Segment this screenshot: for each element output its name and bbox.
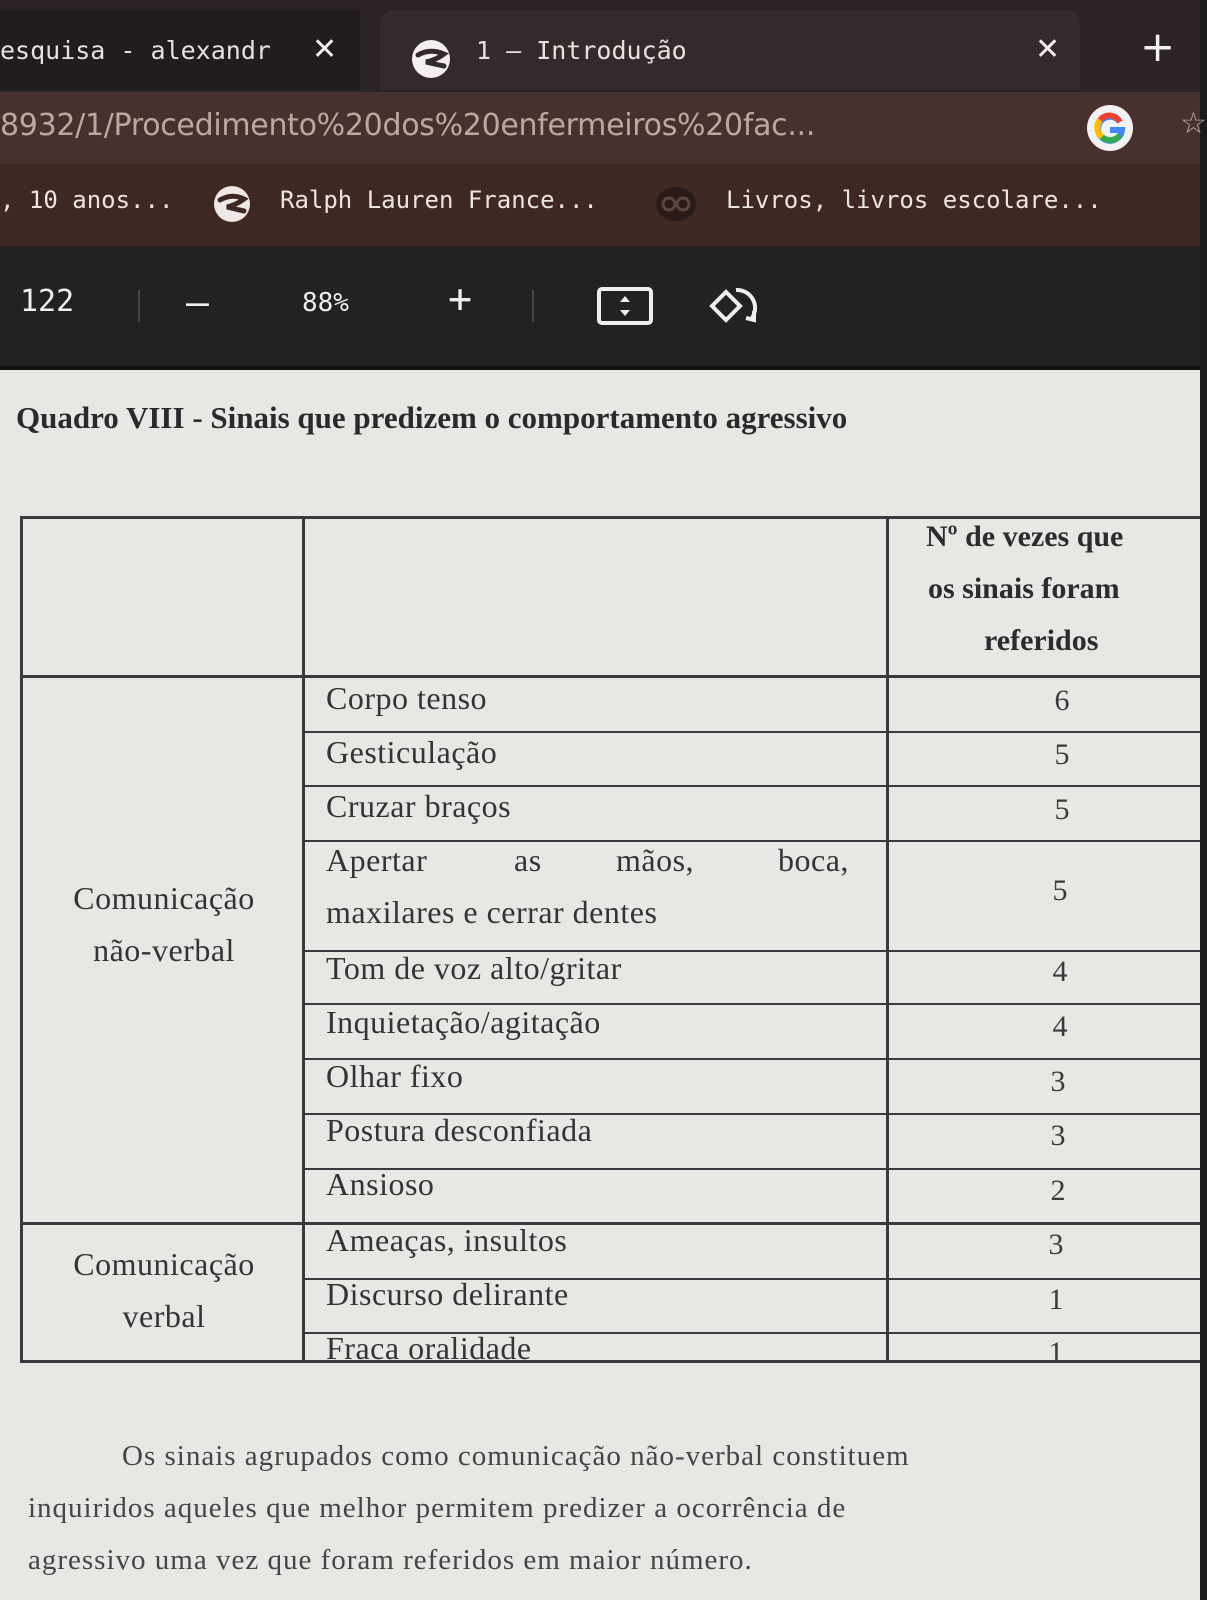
toolbar-divider — [532, 290, 534, 322]
bookmark-item[interactable]: Ralph Lauren France... — [280, 186, 598, 214]
table-cell-sign-word: boca, — [778, 842, 849, 878]
table-cell-sign: Cruzar braços — [326, 788, 512, 824]
close-icon[interactable]: ✕ — [312, 32, 338, 67]
column-header: os sinais foram — [928, 572, 1120, 605]
table-border — [20, 1222, 1200, 1225]
table-border — [302, 731, 1200, 733]
table-cell-count: 4 — [1052, 1010, 1068, 1043]
table-cell-count: 5 — [1054, 793, 1070, 826]
body-paragraph-line: inquiridos aqueles que melhor permitem predizer a ocorrência de — [28, 1492, 847, 1524]
pdf-toolbar — [0, 246, 1200, 370]
url-text[interactable]: 8932/1/Procedimento%20dos%20enfermeiros%20fac... — [0, 108, 816, 143]
table-border — [20, 516, 23, 1361]
tab-title: esquisa - alexandr — [0, 35, 271, 65]
table-cell-sign: Olhar fixo — [326, 1058, 464, 1094]
table-cell-count: 6 — [1054, 684, 1070, 717]
group-label-line: verbal — [122, 1298, 206, 1334]
google-icon[interactable] — [1086, 104, 1134, 157]
table-border — [20, 516, 1200, 519]
bookmark-star-icon[interactable]: ☆ — [1180, 106, 1207, 141]
group-label-line: Comunicação — [73, 880, 255, 916]
page-count: 122 — [20, 284, 75, 319]
table-cell-sign: Gesticulação — [326, 734, 498, 770]
bookmark-favicon-icon — [654, 184, 698, 229]
globe-icon — [212, 184, 252, 229]
table-cell-sign-word: as — [514, 842, 542, 878]
address-bar[interactable] — [0, 92, 1207, 164]
group-label-line: Comunicação — [73, 1246, 255, 1282]
bookmark-item[interactable]: Livros, livros escolare... — [726, 186, 1102, 214]
table-border — [20, 1360, 1200, 1363]
table-cell-sign: Fraca oralidade — [326, 1330, 532, 1366]
table-border — [886, 516, 889, 1361]
table-cell-count: 3 — [1050, 1065, 1066, 1098]
group-label-nonverbal — [24, 872, 304, 976]
tab-introducao[interactable] — [380, 10, 1080, 90]
close-icon[interactable]: ✕ — [1035, 32, 1061, 67]
table-border — [302, 785, 1200, 787]
rotate-icon[interactable] — [706, 282, 762, 335]
table-cell-count: 2 — [1050, 1174, 1066, 1207]
table-cell-count: 5 — [1052, 874, 1068, 907]
table-cell-sign: Tom de voz alto/gritar — [326, 950, 622, 986]
table-cell-sign: Inquietação/agitação — [326, 1004, 601, 1040]
table-border — [302, 840, 1200, 842]
bookmarks-bar — [0, 164, 1200, 246]
body-paragraph-line: Os sinais agrupados como comunicação não-verbal constituem — [122, 1440, 910, 1472]
group-label-line: não-verbal — [93, 932, 235, 968]
table-cell-sign-word: mãos, — [616, 842, 695, 878]
zoom-in-button[interactable]: + — [448, 276, 473, 322]
column-header: Nº de vezes que — [926, 520, 1124, 553]
table-border — [302, 1168, 1200, 1170]
table-cell-count: 1 — [1048, 1283, 1064, 1316]
table-cell-sign: Discurso delirante — [326, 1276, 569, 1312]
table-cell-sign: maxilares e cerrar dentes — [326, 894, 658, 930]
zoom-level[interactable]: 88% — [302, 288, 349, 318]
tab-pesquisa[interactable] — [0, 10, 360, 90]
table-cell-sign-word: Apertar — [326, 842, 428, 878]
table-cell-count: 3 — [1048, 1228, 1064, 1261]
bookmark-item[interactable]: , 10 anos... — [0, 186, 174, 214]
table-cell-count: 4 — [1052, 955, 1068, 988]
body-paragraph-line: agressivo uma vez que foram referidos em maior número. — [28, 1544, 753, 1576]
new-tab-button[interactable]: + — [1140, 22, 1176, 71]
group-label-verbal — [24, 1238, 304, 1342]
tab-strip — [0, 0, 1200, 92]
table-cell-sign: Ameaças, insultos — [326, 1222, 568, 1258]
column-header: referidos — [984, 624, 1099, 657]
tab-title: 1 – Introdução — [476, 35, 687, 65]
zoom-out-button[interactable]: — — [186, 280, 209, 324]
table-cell-sign: Corpo tenso — [326, 680, 488, 716]
pdf-page — [0, 370, 1200, 1600]
table-title: Quadro VIII - Sinais que predizem o comportamento agressivo — [16, 400, 848, 435]
table-cell-count: 1 — [1048, 1336, 1064, 1369]
table-cell-count: 5 — [1054, 738, 1070, 771]
table-border — [20, 675, 1200, 678]
table-cell-count: 3 — [1050, 1119, 1066, 1152]
table-cell-sign: Ansioso — [326, 1166, 435, 1202]
globe-icon — [410, 38, 452, 86]
toolbar-divider — [138, 290, 140, 322]
table-cell-sign: Postura desconfiada — [326, 1112, 593, 1148]
fit-page-icon[interactable] — [596, 286, 654, 331]
